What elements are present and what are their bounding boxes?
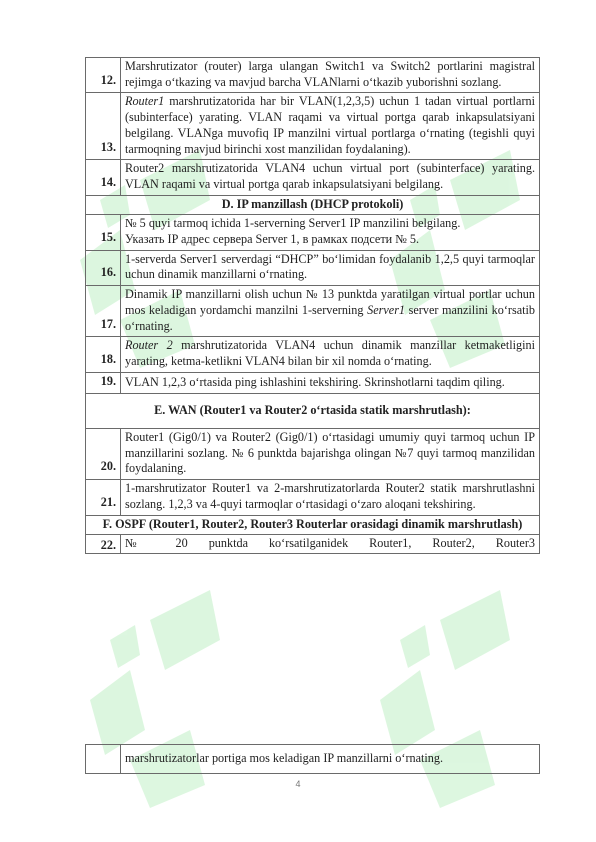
router-name: Router 2 [125,338,173,353]
task-text: Dinamik IP manzillarni olish uchun № 13 punktda yaratilgan virtual portlar uchun mos keladigan yordamchi manzilni 1-serverning Server1 server manzilini ko‘rsatib o‘rnating. [121,286,540,337]
task-number: 14. [86,160,121,195]
watermark-logo [70,580,240,810]
task-number: 19. [86,372,121,394]
task-text-continuation: marshrutizatorlar portiga mos keladigan IP manzillarni o‘rnating. [121,745,540,774]
task-text: VLAN 1,2,3 o‘rtasida ping ishlashini tekshiring. Skrinshotlarni taqdim qiling. [121,372,540,394]
task-number: 15. [86,215,121,250]
table-row [86,534,540,554]
table-row [86,337,540,372]
task-number: 20. [86,429,121,480]
router-name: Router1 [125,94,165,109]
watermark-logo [360,580,530,810]
continuation-table [85,744,540,774]
table-row [86,429,540,480]
table-row [86,160,540,195]
tasks-table [85,57,540,554]
task-text: Router 2 marshrutizatorida VLAN4 uchun dinamik manzillar ketmaketligini yarating, ketma-ketlikni VLAN4 bilan bir xil nomda o‘rnating. [121,337,540,372]
task-number: 12. [86,58,121,93]
task-text: Router1 (Gig0/1) va Router2 (Gig0/1) o‘rtasidagi umumiy quyi tarmoq uchun IP manzillarini sozlang. № 6 punktda bajarishga olingan №7 quyi tarmoq manzilidan foydalaning. [121,429,540,480]
task-number: 21. [86,480,121,515]
section-header-row [86,515,540,534]
task-text: 1-marshrutizator Router1 va 2-marshrutizatorlarda Router2 statik marshrutlashni sozlang. 1,2,3 va 4-quyi tarmoqlar o‘rtasidagi o‘zaro aloqani tekshiring. [121,480,540,515]
task-text: Router2 marshrutizatorida VLAN4 uchun virtual port (subinterface) yarating. VLAN raqami va virtual portga qarab inkapsulatsiyani belgilang. [121,160,540,195]
task-number: 13. [86,93,121,160]
task-number: 16. [86,250,121,285]
section-title: F. OSPF (Router1, Router2, Router3 Routerlar orasidagi dinamik marshrutlash) [86,515,540,534]
task-text: Router1 marshrutizatorida har bir VLAN(1,2,3,5) uchun 1 tadan virtual portlarni (subinterface) yarating. VLAN raqami va virtual portga qarab inkapsulatsiyani belgilang. VLANga muvofiq IP manzilni virtual portlarga o‘rnating (tegishli quyi tarmoqning mavjud birinchi xost manzilidan foydalaning). [121,93,540,160]
table-row [86,93,540,160]
section-header-row [86,195,540,215]
page-number: 4 [295,779,301,789]
task-text: 1-serverda Server1 serverdagi “DHCP” bo‘limidan foydalanib 1,2,5 quyi tarmoqlar uchun dinamik manzillarni o‘rnating. [121,250,540,285]
table-row [86,215,540,250]
section-header-row [86,394,540,429]
section-title: E. WAN (Router1 va Router2 o‘rtasida statik marshrutlash): [86,394,540,429]
server-name: Server1 [367,302,406,317]
task-number: 18. [86,337,121,372]
task-number-empty [86,745,121,774]
task-text: № 20 punktda ko‘rsatilganidek Router1, Router2, Router3 [121,534,540,554]
table-row [86,58,540,93]
task-number: 17. [86,286,121,337]
table-row [86,480,540,515]
table-row [86,372,540,394]
task-text: Marshrutizator (router) larga ulangan Switch1 va Switch2 portlarini magistral rejimga o‘tkazing va mavjud barcha VLANlarni o‘tkazib yuborishni sozlang. [121,58,540,93]
task-number: 22. [86,534,121,554]
task-text: № 5 quyi tarmoq ichida 1-serverning Server1 IP manzilini belgilang. Указать IP адрес сервера Server 1, в рамках подсети № 5. [121,215,540,250]
table-row [86,286,540,337]
section-title: D. IP manzillash (DHCP protokoli) [86,195,540,215]
table-row [86,745,540,774]
table-row [86,250,540,285]
